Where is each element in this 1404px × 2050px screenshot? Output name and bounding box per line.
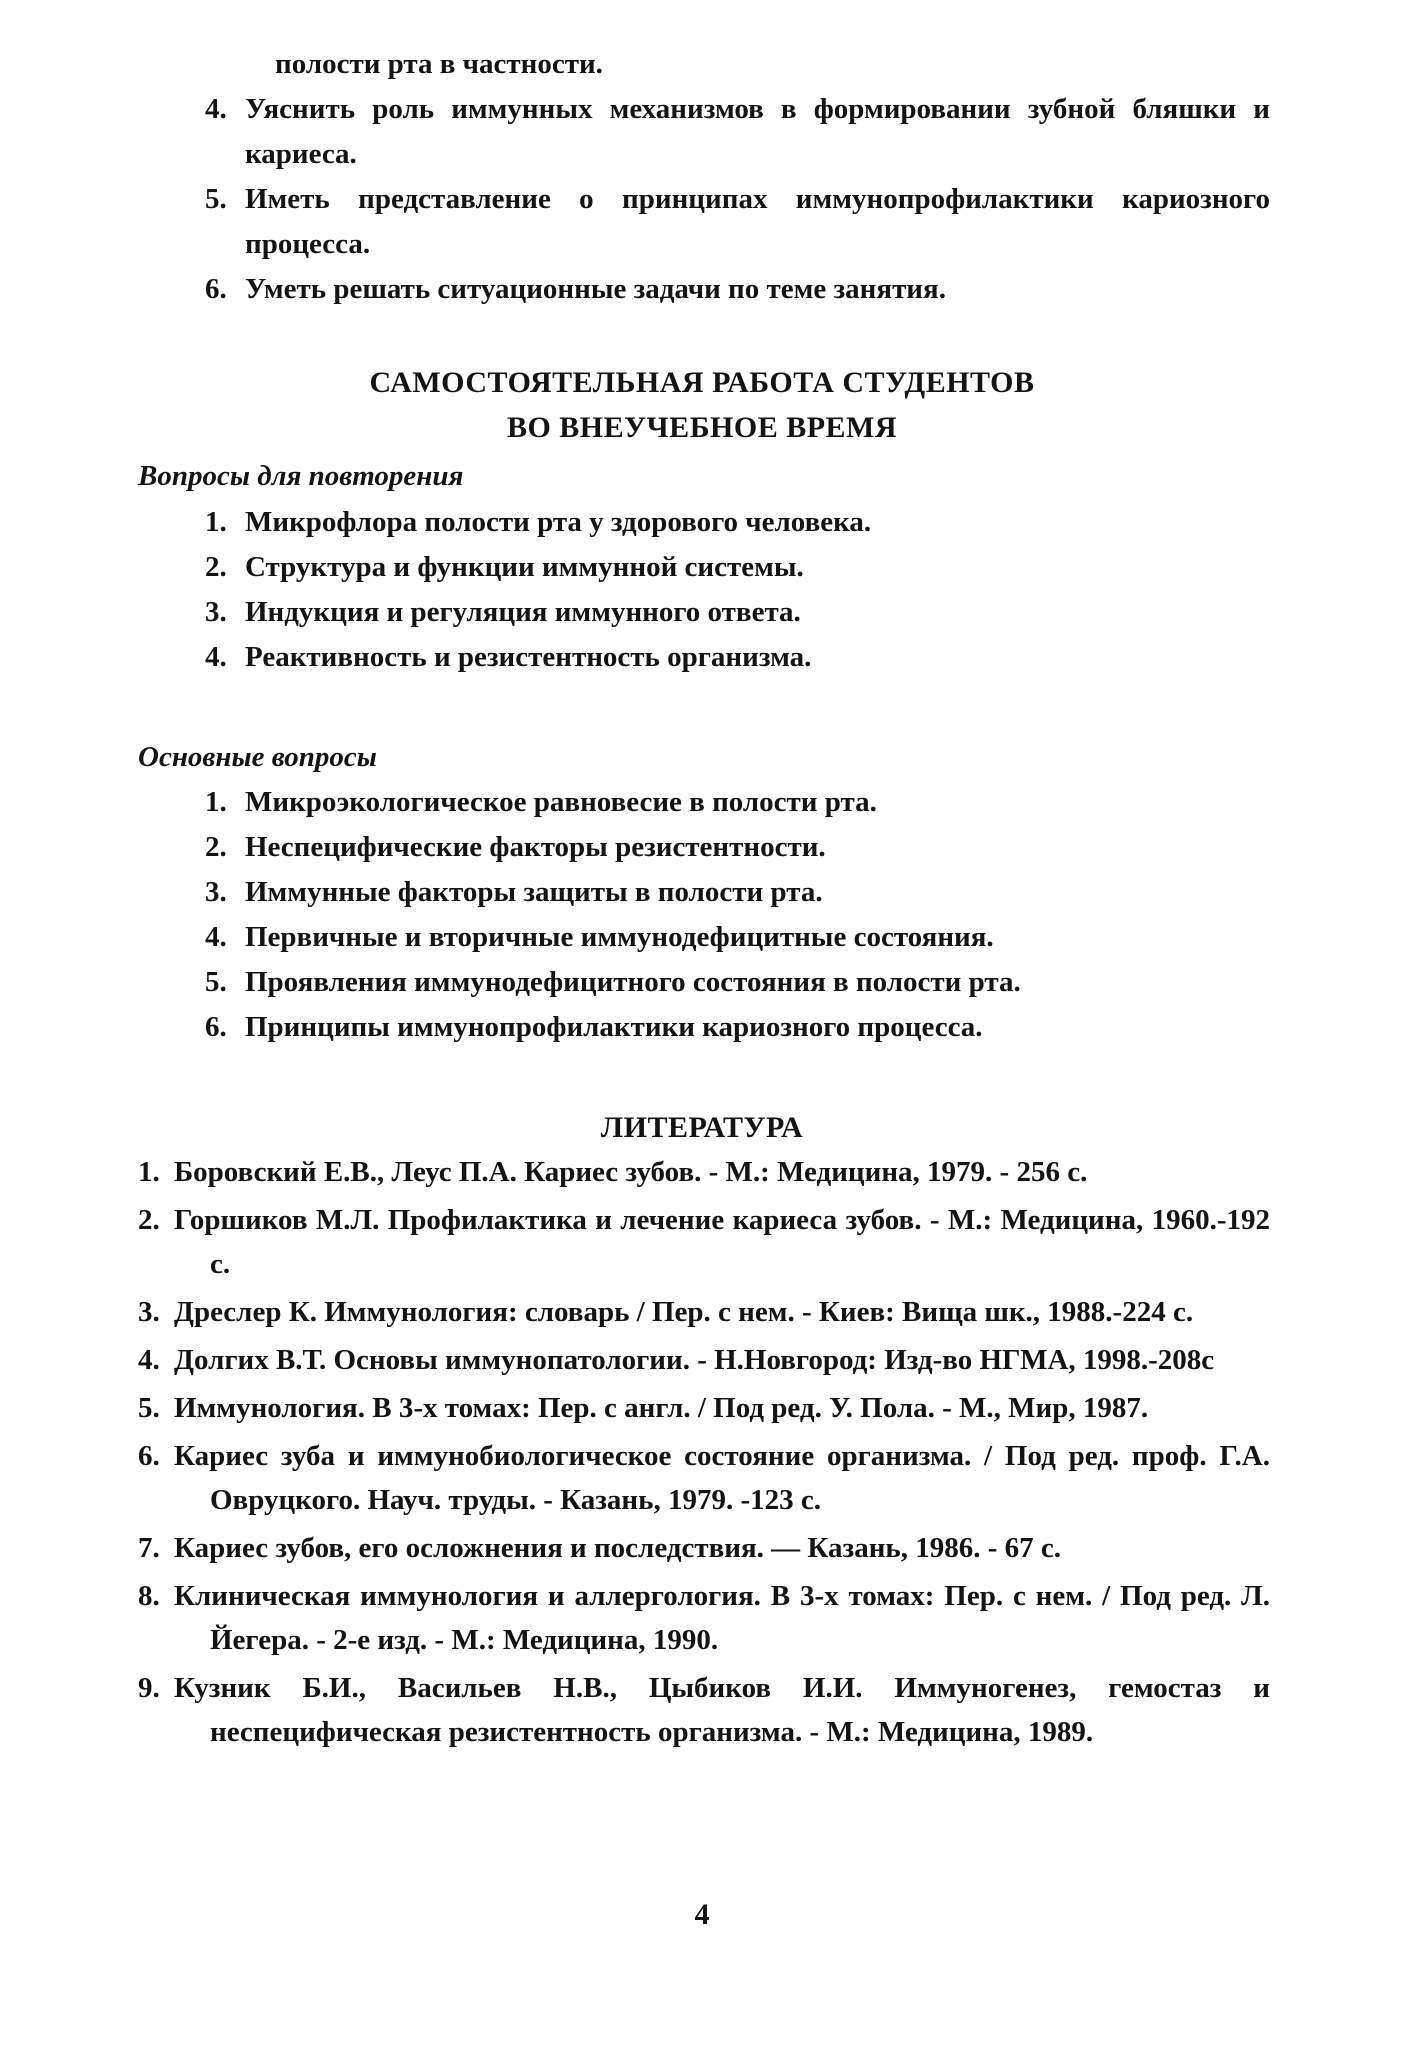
section-title-line2: ВО ВНЕУЧЕБНОЕ ВРЕМЯ <box>506 411 898 444</box>
main-question-item: 1. Микроэкологическое равновесие в полости рта. <box>205 786 877 818</box>
goal-item: 5. Иметь представление о принципах иммунопрофилактики кариозного процесса. <box>205 183 1270 260</box>
review-question-item: 2. Структура и функции иммунной системы. <box>205 551 804 583</box>
main-question-item: 5. Проявления иммунодефицитного состояния в полости рта. <box>205 966 1021 998</box>
main-question-item: 2. Неспецифические факторы резистентности. <box>205 831 826 863</box>
review-question-item: 4. Реактивность и резистентность организма. <box>205 641 812 673</box>
main-question-item: 6. Принципы иммунопрофилактики кариозного процесса. <box>205 1011 983 1043</box>
literature-list <box>138 1150 1270 1758</box>
review-questions-heading: Вопросы для повторения <box>138 460 464 492</box>
literature-item: 6. Кариес зуба и иммунобиологическое состояние организма. / Под ред. проф. Г.А. Овруцкого. Науч. труды. - Казань, 1979. -123 с. <box>138 1440 1270 1516</box>
page-number: 4 <box>694 1898 710 1931</box>
goal-continuation: полости рта в частности. <box>275 48 603 80</box>
main-questions-list <box>205 780 1270 1050</box>
main-questions-heading: Основные вопросы <box>138 741 377 773</box>
literature-item: 1. Боровский Е.В., Леус П.А. Кариес зубов. - М.: Медицина, 1979. - 256 с. <box>138 1156 1088 1188</box>
goal-item: 6. Уметь решать ситуационные задачи по теме занятия. <box>205 273 946 305</box>
literature-item: 5. Иммунология. В 3-х томах: Пер. с англ. / Под ред. У. Пола. - М., Мир, 1987. <box>138 1392 1149 1424</box>
main-question-item: 3. Иммунные факторы защиты в полости рта. <box>205 876 823 908</box>
literature-item: 9. Кузник Б.И., Васильев Н.В., Цыбиков И.И. Иммуногенез, гемостаз и неспецифическая резистентность организма. - М.: Медицина, 1989. <box>138 1672 1270 1748</box>
review-question-item: 3. Индукция и регуляция иммунного ответа. <box>205 596 801 628</box>
literature-item: 2. Горшиков М.Л. Профилактика и лечение кариеса зубов. - М.: Медицина, 1960.-192 с. <box>138 1204 1270 1280</box>
section-title-line1: САМОСТОЯТЕЛЬНАЯ РАБОТА СТУДЕНТОВ <box>369 366 1035 399</box>
review-questions-list <box>205 500 1270 680</box>
literature-heading: ЛИТЕРАТУРА <box>600 1111 804 1144</box>
goal-item: 4. Уяснить роль иммунных механизмов в формировании зубной бляшки и кариеса. <box>205 93 1270 170</box>
literature-item: 8. Клиническая иммунология и аллергология. В 3-х томах: Пер. с нем. / Под ред. Л. Йегера. - 2-е изд. - М.: Медицина, 1990. <box>138 1580 1270 1656</box>
literature-item: 7. Кариес зубов, его осложнения и последствия. — Казань, 1986. - 67 с. <box>138 1532 1062 1564</box>
literature-item: 3. Дреслер К. Иммунология: словарь / Пер. с нем. - Киев: Вища шк., 1988.-224 с. <box>138 1296 1194 1328</box>
literature-item: 4. Долгих В.Т. Основы иммунопатологии. - Н.Новгород: Изд-во НГМА, 1998.-208с <box>138 1344 1215 1376</box>
goals-list <box>205 87 1270 312</box>
review-question-item: 1. Микрофлора полости рта у здорового человека. <box>205 506 872 538</box>
main-question-item: 4. Первичные и вторичные иммунодефицитные состояния. <box>205 921 994 953</box>
